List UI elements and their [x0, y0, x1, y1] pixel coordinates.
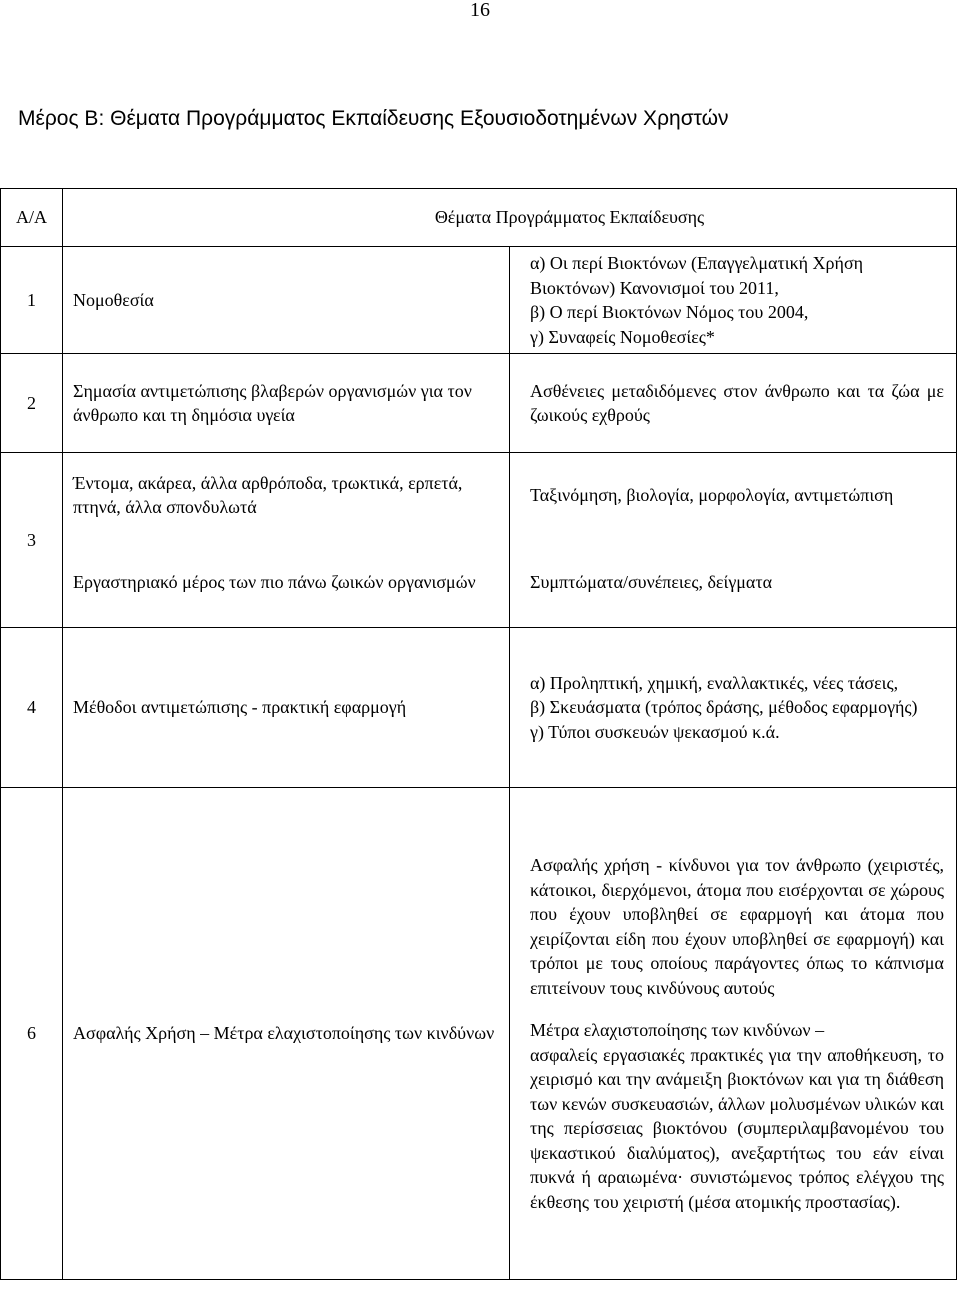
table-row	[1, 453, 957, 538]
row-topics	[510, 247, 957, 354]
row-subject: Νομοθεσία	[63, 247, 510, 354]
table-row	[1, 538, 957, 628]
page-number: 16	[470, 0, 490, 21]
topic-paragraph: Ασφαλής χρήση - κίνδυνοι για τον άνθρωπο (χειριστές, κάτοικοι, διερχόμενοι, άτομα που εισέρχονται σε χώρους που έχουν υποβληθεί σε εφαρμογή και άτομα που χειρίζονται είδη που έχουν υποβληθεί σε εφαρμογή) και τρόποι με τους οποίους παράγοντες όπως το κάπνισμα επιτείνουν τους κινδύνους αυτούς	[530, 855, 944, 998]
table-row	[1, 628, 957, 788]
row-subject: Ασφαλής Χρήση – Μέτρα ελαχιστοποίησης των κινδύνων	[63, 788, 510, 1280]
topic-line: β) Σκευάσματα (τρόπος δράσης, μέθοδος εφαρμογής)	[530, 697, 918, 718]
paragraph-spacer	[530, 1000, 944, 1018]
topic-line: α) Οι περί Βιοκτόνων (Επαγγελματική Χρήση Βιοκτόνων) Κανονισμοί του 2011,	[530, 253, 864, 298]
row-topics: Συμπτώματα/συνέπειες, δείγματα	[510, 538, 957, 628]
row-subject: Έντομα, ακάρεα, άλλα αρθρόποδα, τρωκτικά, ερπετά, πτηνά, άλλα σπονδυλωτά	[63, 453, 510, 538]
row-number: 4	[1, 628, 63, 788]
topic-paragraph-heading: Μέτρα ελαχιστοποίησης των κινδύνων –	[530, 1020, 825, 1040]
table-row	[1, 247, 957, 354]
topic-paragraph: ασφαλείς εργασιακές πρακτικές για την αποθήκευση, το χειρισμό και την ανάμειξη βιοκτόνων και για τη διάθεση των κενών συσκευασιών, άλλων μολυσμένων υλικών και της περίσσειας βιοκτόνου (συμπεριλαμβανομένου του ψεκαστικού διαλύματος), ανεξαρτήτως του εάν είναι πυκνά ή αραιωμένα· συνιστώμενος τρόπος ελέγχου της έκθεσης του χειριστή (μέσα ατομικής προστασίας).	[530, 1044, 944, 1212]
table-row	[1, 354, 957, 453]
row-number: 3	[1, 453, 63, 628]
row-number: 6	[1, 788, 63, 1280]
row-topics	[510, 628, 957, 788]
topic-line: γ) Τύποι συσκευών ψεκασμού κ.ά.	[530, 721, 780, 742]
topic-line: β) Ο περί Βιοκτόνων Νόμος του 2004,	[530, 302, 809, 322]
section-title: Μέρος Β: Θέματα Προγράμματος Εκπαίδευσης Εξουσιοδοτημένων Χρηστών	[18, 107, 729, 130]
topic-line: γ) Συναφείς Νομοθεσίες*	[530, 326, 715, 347]
header-number-cell: Α/Α	[1, 189, 63, 247]
table-row	[1, 788, 957, 1280]
header-topics-cell: Θέματα Προγράμματος Εκπαίδευσης	[63, 189, 957, 247]
topic-line: α) Προληπτική, χημική, εναλλακτικές, νέες τάσεις,	[530, 672, 899, 693]
row-subject: Μέθοδοι αντιμετώπισης - πρακτική εφαρμογή	[63, 628, 510, 788]
row-topics: Ασθένειες μεταδιδόμενες στον άνθρωπο και τα ζώα με ζωικούς εχθρούς	[510, 354, 957, 453]
table-header-row	[1, 189, 957, 247]
row-subject: Εργαστηριακό μέρος των πιο πάνω ζωικών οργανισμών	[63, 538, 510, 628]
row-subject: Σημασία αντιμετώπισης βλαβερών οργανισμών για τον άνθρωπο και τη δημόσια υγεία	[63, 354, 510, 453]
row-topics	[510, 788, 957, 1280]
row-topics: Ταξινόμηση, βιολογία, μορφολογία, αντιμετώπιση	[510, 453, 957, 538]
row-number: 2	[1, 354, 63, 453]
training-topics-table	[0, 188, 957, 1280]
row-number: 1	[1, 247, 63, 354]
